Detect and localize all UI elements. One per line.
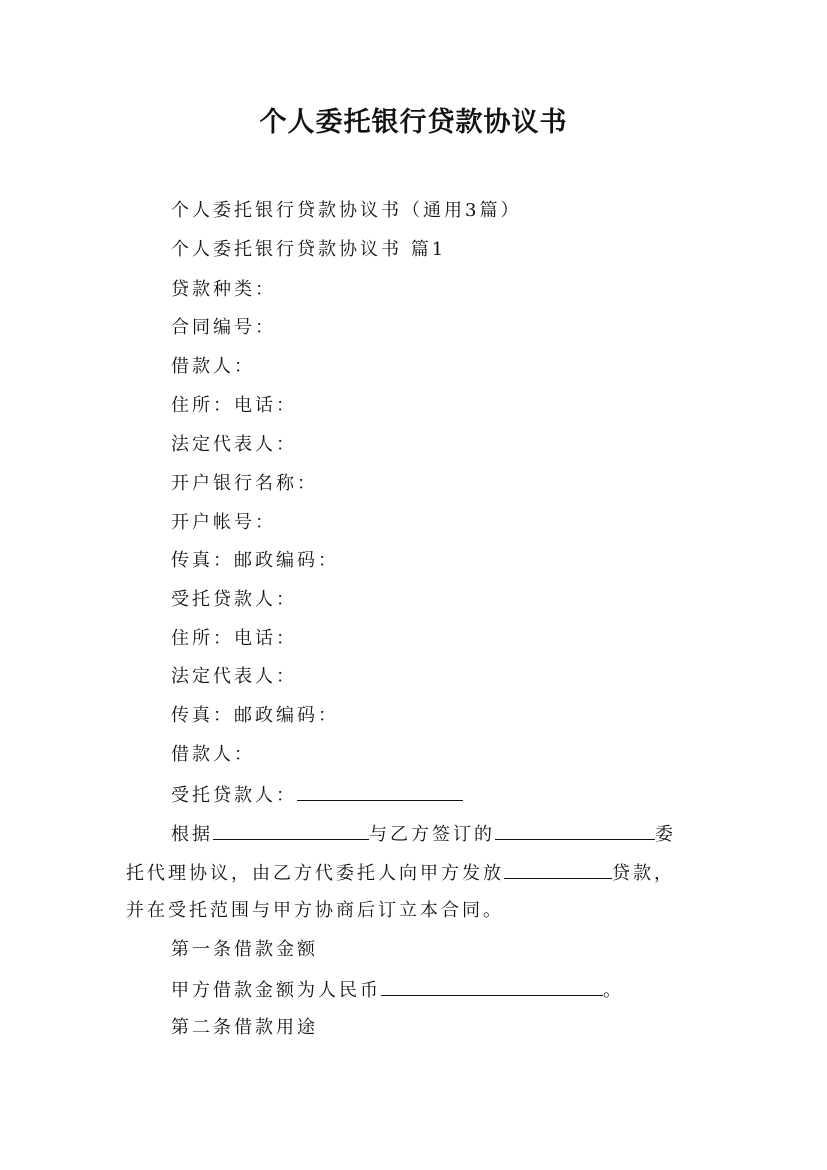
paragraph-line-3: 并在受托范围与甲方协商后订立本合同。 — [126, 900, 504, 921]
article-1-text: 甲方借款金额为人民币 — [171, 980, 381, 1001]
field-trustee-lender-2-row — [171, 781, 463, 809]
field-contract-no: 合同编号： — [171, 317, 276, 338]
loan-amount-blank[interactable] — [381, 976, 603, 996]
document-subtitle: 个人委托银行贷款协议书（通用3篇） — [171, 200, 522, 221]
principal-blank[interactable] — [213, 820, 369, 840]
field-trustee-address-phone: 住所：电话： — [171, 628, 297, 649]
article-1-row — [171, 976, 624, 1004]
paragraph-text: 与乙方签订的 — [369, 824, 495, 845]
field-loan-type: 贷款种类： — [171, 279, 276, 300]
field-trustee-legal-rep: 法定代表人： — [171, 666, 297, 687]
field-account-no: 开户帐号： — [171, 512, 276, 533]
paragraph-line-2 — [126, 859, 675, 887]
document-title: 个人委托银行贷款协议书 — [259, 107, 568, 138]
field-borrower-address-phone: 住所：电话： — [171, 395, 297, 416]
field-trustee-lender: 受托贷款人： — [171, 589, 297, 610]
field-borrower-2: 借款人： — [171, 744, 255, 765]
paragraph-text: 贷款， — [612, 863, 675, 884]
paragraph-text: 托代理协议，由乙方代委托人向甲方发放 — [126, 863, 504, 884]
section-heading: 个人委托银行贷款协议书 篇1 — [171, 239, 447, 260]
field-borrower-fax-postcode: 传真：邮政编码： — [171, 550, 339, 571]
paragraph-text: 根据 — [171, 824, 213, 845]
article-1-end: 。 — [603, 980, 624, 1001]
article-2-heading: 第二条借款用途 — [171, 1017, 318, 1038]
field-trustee-lender-2: 受托贷款人： — [171, 785, 297, 806]
agreement-blank[interactable] — [495, 820, 655, 840]
paragraph-line-1 — [171, 820, 676, 848]
article-1-heading: 第一条借款金额 — [171, 939, 318, 960]
field-bank-name: 开户银行名称： — [171, 473, 318, 494]
field-borrower-legal-rep: 法定代表人： — [171, 434, 297, 455]
field-trustee-fax-postcode: 传真：邮政编码： — [171, 705, 339, 726]
trustee-lender-blank[interactable] — [297, 781, 463, 801]
paragraph-text: 委 — [655, 824, 676, 845]
field-borrower: 借款人： — [171, 356, 255, 377]
loan-kind-blank[interactable] — [504, 859, 612, 879]
